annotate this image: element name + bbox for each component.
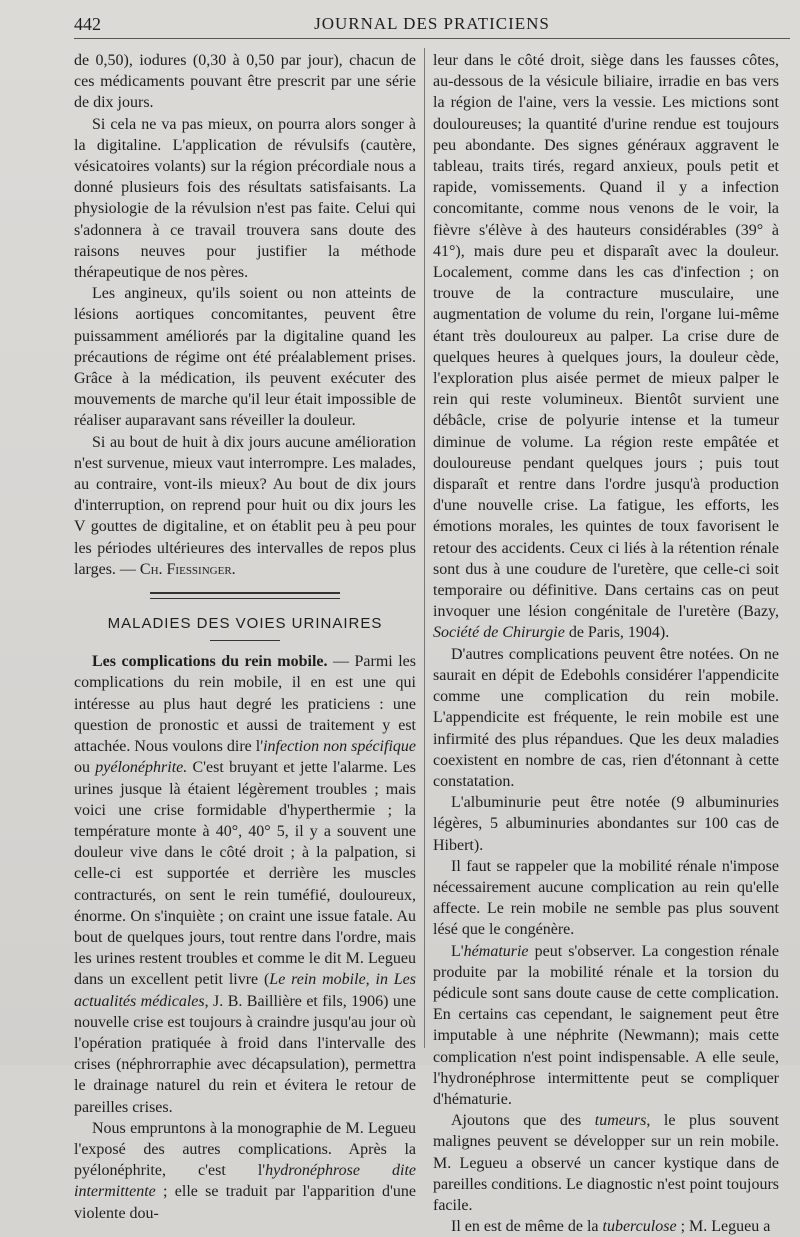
article-title: Les complications du rein mobile. bbox=[92, 653, 328, 671]
author-signature: Ch. Fiessinger. bbox=[139, 560, 236, 578]
paragraph: Il faut se rappeler que la mobilité rénale n'impose nécessairement aucune complication au rein qu'elle affecte. Le rein mobile ne semble pas plus souvent lésé que le congénère. bbox=[433, 857, 779, 939]
paragraph-text: — Parmi les complications du rein mobile, il en est une qui intéresse au plus haut degré les praticiens : une question de pronostic et aussi de traitement y est attachée. Nous voulons dire l' bbox=[74, 653, 416, 756]
right-column bbox=[433, 50, 779, 1237]
paragraph: D'autres complications peuvent être notées. On ne saurait en dépit de Edebohls considérer l'appendicite comme une complication du rein mobile. L'appendicite est fréquente, le rein mobile est une infirmité des plus répandues. Que les deux maladies coexistent en nombre de cas, rien d'étonnant à cette constatation. bbox=[433, 645, 779, 790]
paragraph-text: Si au bout de huit à dix jours aucune amélioration n'est survenue, mieux vaut interrompre. Les malades, au contraire, vont-ils mieux? Au bout de dix jours d'interruption, on reprend pour huit ou dix jours les V gouttes de digitaline, et on établit peu à peu pour les périodes ultérieures des intervalles de repos plus larges. — bbox=[74, 433, 416, 578]
paragraph-text: Nous empruntons à la monographie de M. Legueu l'exposé des autres complications. Après la pyélonéphrite, c'est l' bbox=[74, 1119, 416, 1180]
paragraph: Les angineux, qu'ils soient ou non atteints de lésions aortiques concomitantes, peuvent être puissamment améliorés par la digitaline quand les précautions de régime ont été préalablement prises. Grâce à la médication, ils peuvent exécuter des mouvements de marche qu'il leur était impossible de réaliser auparavant sans réveiller la douleur. bbox=[74, 285, 416, 430]
paragraph-text: Il en est de même de la bbox=[451, 1218, 603, 1236]
column-divider bbox=[424, 48, 425, 1048]
paragraph-text: C'est bruyant et jette l'alarme. Les urines jusque là étaient légèrement troubles ; mais voici une crise formidable d'hyperthermie ; la température monte à 40°, 40° 5, il y a souvent une douleur vive dans le côté droit ; à la palpation, si celle-ci est supportée et derrière les muscles contracturés, on sent le rein tuméfié, douloureux, énorme. On s'inquiète ; on craint une issue fatale. Au bout de quelques jours, tout rentre dans l'ordre, mais les urines restent troubles et comme le dit M. Legueu dans un excellent petit livre ( bbox=[74, 759, 417, 989]
paragraph bbox=[433, 1216, 779, 1237]
page-header bbox=[74, 10, 790, 38]
italic-term: pyélonéphrite. bbox=[95, 759, 188, 777]
paragraph-text: ; M. Legueu a bbox=[676, 1218, 771, 1236]
paragraph-text: Ajoutons que des bbox=[451, 1112, 595, 1130]
paragraph bbox=[433, 50, 779, 644]
italic-term: hématurie bbox=[463, 942, 529, 960]
section-divider bbox=[150, 592, 340, 599]
italic-citation: Le rein mobile, in Les actualités médicales bbox=[74, 971, 417, 1010]
paragraph-text: ; elle se traduit par l'apparition d'une violente dou- bbox=[74, 1183, 416, 1222]
paragraph-text: ou bbox=[74, 759, 96, 777]
left-column bbox=[74, 50, 416, 1224]
paragraph bbox=[74, 651, 416, 1117]
paragraph bbox=[433, 941, 779, 1111]
paragraph-text: leur dans le côté droit, siège dans les fausses côtes, au-dessous de la vésicule biliaire, irradie en bas vers la région de l'aine, vers la vessie. Les mictions sont douloureuses; la quantité d'urine rendue est toujours peu abondante. Des signes généraux aggravent le tableau, traits tirés, regard anxieux, pouls petit et rapide, vomissements. Quand il y a infection concomitante, comme nous venons de le voir, la fièvre s'élève à des hauteurs considérables (39° à 41°), mais dure peu et disparaît avec la douleur. Localement, comme dans les cas d'infection ; on trouve de la contracture musculaire, une augmentation de volume du rein, l'organe lui-même étant très douloureux au palper. La crise dure de quelques heures à quelques jours, la douleur cède, l'exploration plus aisée permet de mieux palper le rein qui reste volumineux. Bientôt survient une débâcle, crise de polyurie intense et la tumeur diminue de volume. La région reste empâtée et douloureuse pendant quelques jours ; puis tout disparaît et rentre dans l'ordre jusqu'à production d'une nouvelle crise. La fatigue, les efforts, les émotions morales, les quintes de toux favorisent le retour des accidents. Ceux ci liés à la rétention rénale sont dus à une coudure de l'uretère, que celle-ci soit temporaire ou définitive. Dans certains cas on peut invoquer une lésion congénitale de l'uretère (Bazy, bbox=[433, 52, 779, 621]
page-number: 442 bbox=[74, 14, 101, 34]
journal-title: JOURNAL DES PRATICIENS bbox=[314, 14, 550, 33]
paragraph-text: , le plus souvent malignes peuvent se développer sur un rein mobile. M. Legueu a observé un cancer kystique dans de pareilles conditions. Le diagnostic n'est point toujours facile. bbox=[433, 1112, 779, 1214]
section-underline bbox=[210, 640, 280, 641]
paragraph bbox=[74, 432, 416, 580]
paragraph bbox=[433, 1110, 779, 1216]
paragraph: de 0,50), iodures (0,30 à 0,50 par jour), chacun de ces médicaments pouvant être prescrit par une série de dix jours. bbox=[74, 52, 416, 112]
paragraph-text: L' bbox=[451, 942, 464, 960]
paragraph bbox=[74, 1118, 416, 1224]
paragraph-text: de Paris, 1904). bbox=[564, 624, 670, 642]
italic-term: tumeurs bbox=[594, 1112, 647, 1130]
paragraph-text: , J. B. Baillière et fils, 1906) une nouvelle crise est toujours à craindre jusqu'au jour où l'opération pratiquée à froid dans l'intervalle des crises (néphrorraphie avec décapsulation), permettra le drainage naturel du rein et évitera le retour de pareilles crises. bbox=[74, 992, 417, 1116]
paragraph: Si cela ne va pas mieux, on pourra alors songer à la digitaline. L'application de révulsifs (cautère, vésicatoires volants) sur la région précordiale nous a donné plusieurs fois des résultats satisfaisants. La physiologie de la révulsion n'est pas faite. Celui qui s'adonnera à ce travail trouvera sans doute des raisons neuves pour justifier la méthode thérapeutique de nos pères. bbox=[74, 115, 416, 282]
header-rule bbox=[74, 38, 790, 39]
italic-citation: Société de Chirurgie bbox=[433, 624, 565, 642]
section-title: MALADIES DES VOIES URINAIRES bbox=[107, 615, 383, 633]
paragraph-text: peut s'observer. La congestion rénale produite par la mobilité rénale et la torsion du pédicule sont sans doute cause de cette complication. En certains cas cependant, le saignement peut être imputable à une néphrite (Newmann); mais cette complication n'est point indispensable. A elle seule, l'hydronéphrose intermittente peut se compliquer d'hématurie. bbox=[433, 942, 779, 1108]
italic-term: infection non spécifique bbox=[263, 738, 416, 756]
paragraph: L'albuminurie peut être notée (9 albuminuries légères, 5 albuminuries abondantes sur 100 cas de Hibert). bbox=[433, 794, 779, 854]
italic-term: hydronéphrose dite intermittente bbox=[74, 1162, 416, 1201]
italic-term: tuberculose bbox=[602, 1218, 677, 1236]
